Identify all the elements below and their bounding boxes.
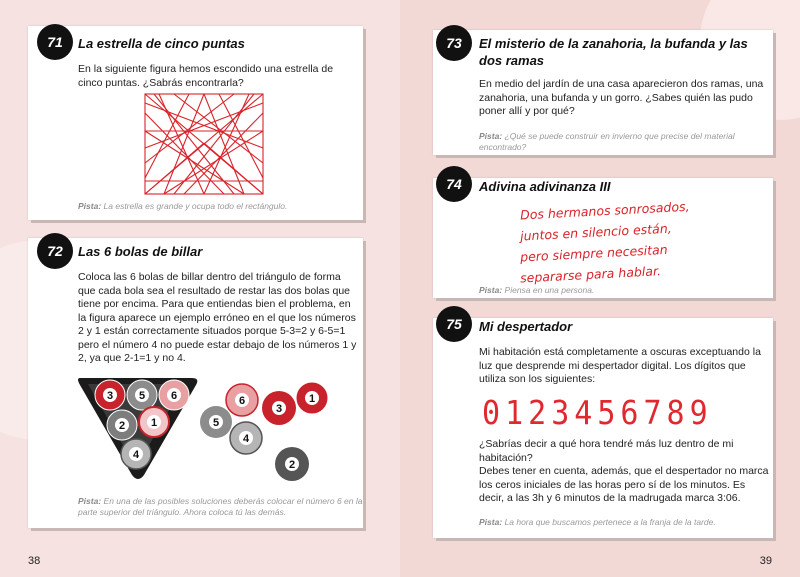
page-number: 38 bbox=[28, 555, 41, 567]
triangle-ball bbox=[127, 380, 157, 410]
digit: 5 bbox=[597, 394, 616, 433]
puzzle-hint: Pista: En una de las posibles soluciones deberás colocar el número 6 en la parte superior del triángulo. Ahora coloca tú las demás. bbox=[78, 496, 363, 517]
puzzle-hint: Pista: Piensa en una persona. bbox=[479, 285, 595, 295]
puzzle-title: La estrella de cinco puntas bbox=[78, 36, 245, 51]
digit: 2 bbox=[528, 394, 547, 433]
svg-text:2: 2 bbox=[288, 459, 296, 471]
digit: 6 bbox=[620, 394, 639, 433]
digit: 8 bbox=[666, 394, 685, 433]
riddle-line: separarse para hablar. bbox=[519, 263, 662, 286]
puzzle-text: Mi habitación está completamente a oscuras exceptuando la luz que desprende mi despertador digital. Los dígitos que utiliza son los siguientes: bbox=[479, 346, 761, 385]
triangle-ball bbox=[107, 410, 137, 440]
riddle-line: Dos hermanos sonrosados, bbox=[519, 198, 690, 223]
svg-text:6: 6 bbox=[238, 395, 246, 407]
puzzle-number-badge: 73 bbox=[436, 25, 472, 61]
digit: 3 bbox=[551, 394, 570, 433]
puzzle-number-badge: 72 bbox=[37, 233, 73, 269]
svg-text:6: 6 bbox=[170, 390, 178, 402]
loose-ball bbox=[275, 447, 309, 481]
puzzle-question: ¿Sabrías decir a qué hora tendré más luz dentro de mi habitación? bbox=[479, 438, 734, 464]
digit: 9 bbox=[689, 394, 708, 433]
loose-ball bbox=[200, 406, 232, 438]
digital-digits bbox=[482, 394, 708, 433]
loose-ball bbox=[230, 422, 262, 454]
svg-text:5: 5 bbox=[138, 390, 146, 402]
puzzle-number-badge: 75 bbox=[436, 306, 472, 342]
svg-text:2: 2 bbox=[118, 420, 126, 432]
svg-text:3: 3 bbox=[106, 390, 114, 402]
riddle-handwritten bbox=[519, 198, 770, 286]
triangle-ball bbox=[159, 380, 189, 410]
loose-ball bbox=[262, 391, 296, 425]
puzzle-number-badge: 74 bbox=[436, 166, 472, 202]
svg-text:4: 4 bbox=[242, 433, 250, 445]
riddle-line: juntos en silencio están, bbox=[519, 220, 672, 244]
svg-text:4: 4 bbox=[132, 449, 140, 461]
svg-text:5: 5 bbox=[212, 417, 220, 429]
puzzle-number-badge: 71 bbox=[37, 24, 73, 60]
star-puzzle-figure bbox=[144, 93, 264, 195]
triangle-ball bbox=[139, 407, 169, 437]
billiard-balls-figure bbox=[74, 370, 339, 485]
puzzle-hint: Pista: La estrella es grande y ocupa todo el rectángulo. bbox=[78, 201, 288, 211]
puzzle-hint: Pista: ¿Qué se puede construir en invierno que precise del material encontrado? bbox=[479, 131, 735, 152]
puzzle-text: Coloca las 6 bolas de billar dentro del triángulo de forma que cada bola sea el resultado de restar las dos bolas que tiene por encima. Para que entiendas bien el problema, en la figura aparece un ejemplo erróneo en el que los números 2 y 1 están correctamente situados porque 5-3=2 y 6-5=1 pero el número 4 no puede estar debajo de los números 1 y 2, ya que 2-1=1 y no 4. bbox=[78, 271, 357, 364]
triangle-ball bbox=[95, 380, 125, 410]
svg-text:3: 3 bbox=[275, 403, 283, 415]
puzzle-note: Debes tener en cuenta, además, que el despertador no marca los ceros iniciales de las horas pero sí de los minutos. Es decir, a las 3h y 6 minutos de la madrugada marca 3:06. bbox=[479, 465, 769, 504]
puzzle-title: Mi despertador bbox=[479, 319, 573, 334]
riddle-line: pero siempre necesitan bbox=[519, 241, 668, 265]
puzzle-text: En medio del jardín de una casa aparecieron dos ramas, una zanahoria, una bufanda y un gorro. ¿Sabes quién las pudo poner allí y por qué? bbox=[479, 78, 764, 117]
puzzle-text: En la siguiente figura hemos escondido una estrella de cinco puntas. ¿Sabrás encontrarla? bbox=[78, 63, 334, 89]
triangle-ball bbox=[121, 439, 151, 469]
digit: 7 bbox=[643, 394, 662, 433]
puzzle-title: El misterio de la zanahoria, la bufanda y las dos ramas bbox=[479, 36, 748, 68]
loose-ball bbox=[226, 384, 258, 416]
right-page bbox=[400, 0, 800, 577]
loose-ball bbox=[296, 382, 328, 414]
digit: 4 bbox=[574, 394, 593, 433]
puzzle-hint: Pista: La hora que buscamos pertenece a la franja de la tarde. bbox=[479, 517, 716, 527]
svg-text:1: 1 bbox=[150, 417, 158, 429]
digit: 1 bbox=[505, 394, 524, 433]
page-number: 39 bbox=[759, 555, 772, 567]
svg-text:1: 1 bbox=[308, 393, 316, 405]
digit: 0 bbox=[482, 394, 501, 433]
puzzle-title: Adivina adivinanza III bbox=[479, 179, 611, 194]
puzzle-title: Las 6 bolas de billar bbox=[78, 244, 203, 259]
